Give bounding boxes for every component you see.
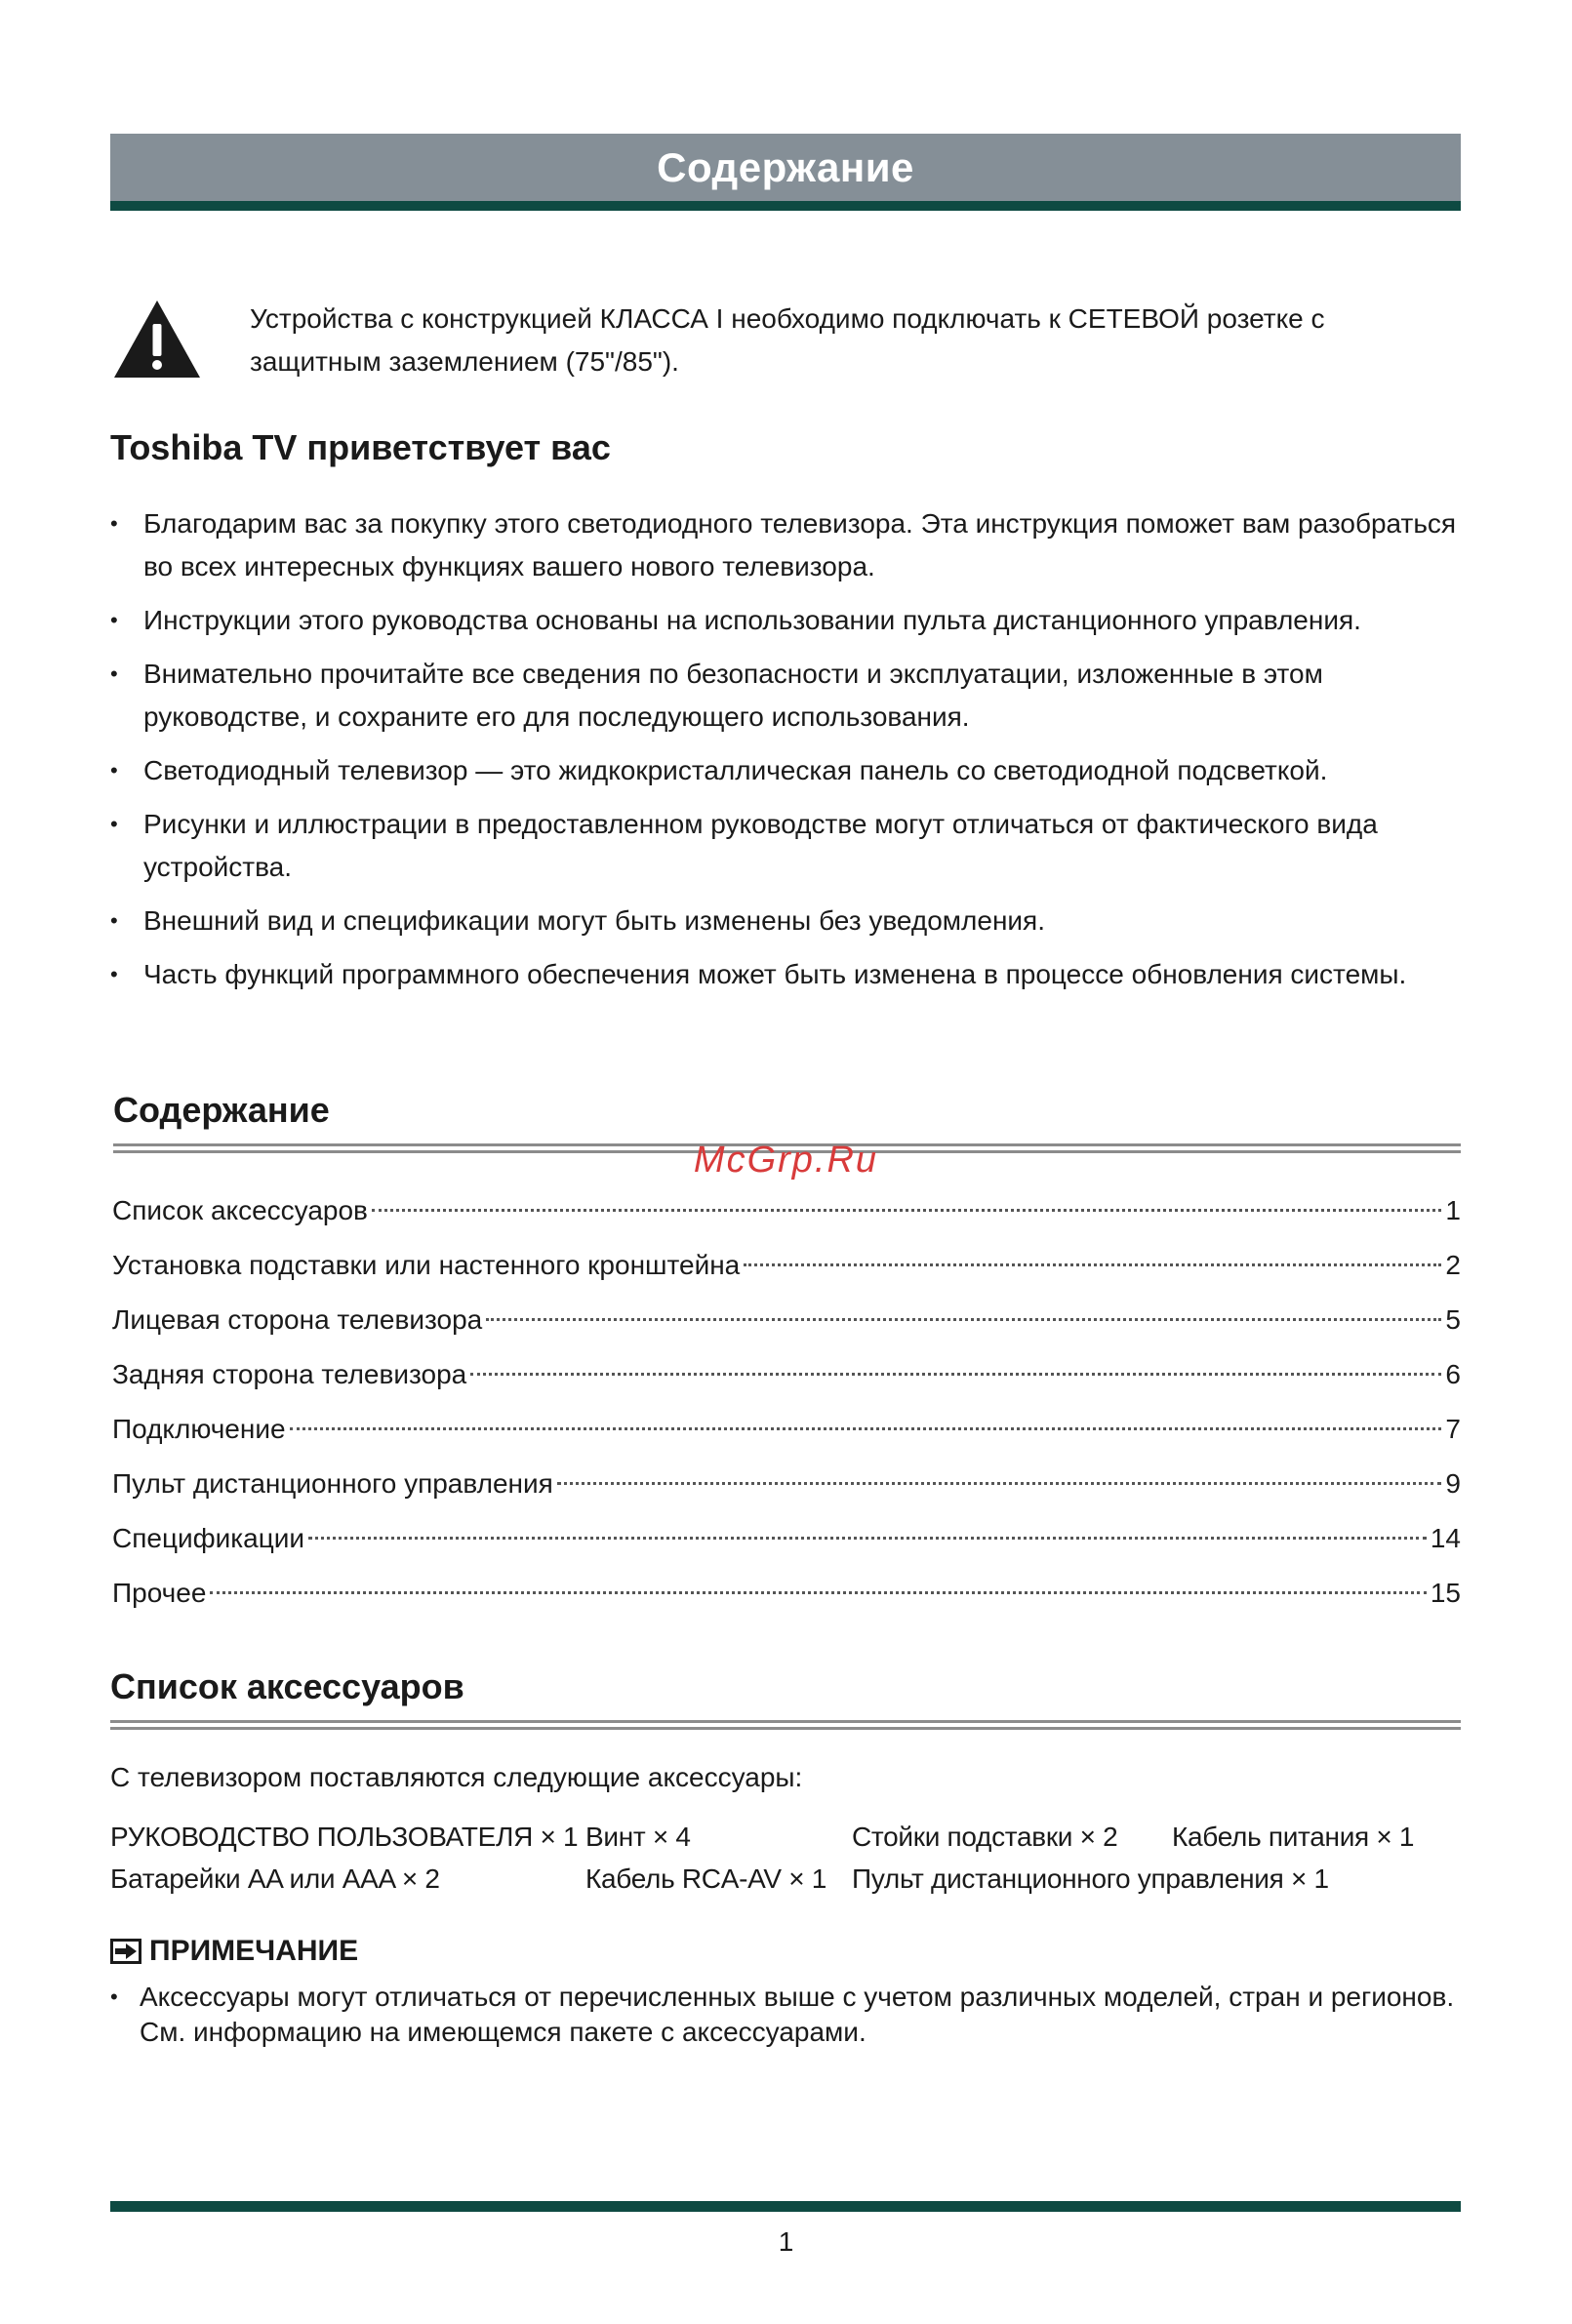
- toc-leader: [744, 1263, 1441, 1266]
- toc-leader: [372, 1209, 1441, 1212]
- page-title: Содержание: [657, 143, 914, 190]
- toc-entry[interactable]: Прочее 15: [112, 1578, 1461, 1608]
- note-label: ПРИМЕЧАНИЕ: [149, 1935, 359, 1967]
- list-item: • Внешний вид и спецификации могут быть изменены без уведомления.: [110, 900, 1467, 942]
- toc-entry[interactable]: Спецификации 14: [112, 1523, 1461, 1553]
- toc-leader: [210, 1591, 1426, 1594]
- toc-leader: [308, 1537, 1427, 1540]
- watermark: McGrp.Ru: [693, 1140, 879, 1181]
- toc-heading: Содержание: [113, 1090, 330, 1130]
- toc-entry[interactable]: Установка подставки или настенного кронштейна 2: [112, 1250, 1461, 1280]
- arrow-right-box-icon: [110, 1939, 141, 1964]
- toc-leader: [290, 1427, 1442, 1430]
- accessory-item: РУКОВОДСТВО ПОЛЬЗОВАТЕЛЯ × 1: [110, 1822, 579, 1852]
- bullet-dot: •: [110, 1984, 118, 2009]
- toc-leader: [486, 1318, 1441, 1321]
- list-item: • Инструкции этого руководства основаны на использовании пульта дистанционного управления.: [110, 599, 1467, 642]
- welcome-heading: Toshiba TV приветствует вас: [110, 427, 611, 467]
- accessory-item: Кабель RCA-AV × 1: [585, 1863, 827, 1894]
- toc-leader: [557, 1482, 1442, 1485]
- toc-leader: [470, 1373, 1441, 1376]
- note-header: [110, 1935, 358, 1968]
- accessories-divider: [110, 1720, 1461, 1730]
- toc-entry[interactable]: Задняя сторона телевизора 6: [112, 1359, 1461, 1389]
- toc-entry[interactable]: Лицевая сторона телевизора 5: [112, 1304, 1461, 1335]
- list-item: • Рисунки и иллюстрации в предоставленном руководстве могут отличаться от фактического вида устройства.: [110, 803, 1467, 889]
- list-item: • Благодарим вас за покупку этого светодиодного телевизора. Эта инструкция поможет вам разобраться во всех интересных функциях вашего нового телевизора.: [110, 502, 1467, 588]
- toc-entry[interactable]: Список аксессуаров 1: [112, 1195, 1461, 1225]
- bullet-dot: •: [110, 908, 118, 933]
- accessory-item: Стойки подставки × 2: [852, 1822, 1118, 1852]
- bullet-dot: •: [110, 758, 118, 782]
- accessory-item: Батарейки AA или AAA × 2: [110, 1863, 440, 1894]
- footer-rule: [110, 2201, 1461, 2212]
- toc-entry[interactable]: Пульт дистанционного управления 9: [112, 1468, 1461, 1499]
- list-item: • Часть функций программного обеспечения может быть изменена в процессе обновления системы.: [110, 953, 1467, 996]
- warning-triangle-icon: [112, 299, 202, 380]
- accessory-item: Винт × 4: [585, 1822, 691, 1852]
- accessory-item: Кабель питания × 1: [1172, 1822, 1415, 1852]
- bullet-dot: •: [110, 962, 118, 986]
- table-of-contents: [112, 1183, 1461, 1621]
- header-bar: [110, 134, 1461, 211]
- page-number: 1: [778, 2226, 794, 2257]
- toc-entry[interactable]: Подключение 7: [112, 1414, 1461, 1444]
- warning-text: Устройства с конструкцией КЛАССА I необходимо подключать к СЕТЕВОЙ розетке с защитным заземлением (75"/85").: [250, 303, 1325, 377]
- bullet-dot: •: [110, 608, 118, 632]
- bullet-dot: •: [110, 812, 118, 836]
- accessories-heading: Список аксессуаров: [110, 1666, 464, 1706]
- bullet-dot: •: [110, 511, 118, 536]
- list-item: • Светодиодный телевизор — это жидкокристаллическая панель со светодиодной подсветкой.: [110, 749, 1467, 792]
- accessory-item: Пульт дистанционного управления × 1: [852, 1863, 1329, 1894]
- welcome-list: [110, 502, 1467, 1007]
- accessories-intro: С телевизором поставляются следующие аксессуары:: [110, 1762, 803, 1792]
- list-item: • Аксессуары могут отличаться от перечисленных выше с учетом различных моделей, стран и регионов. См. информацию на имеющемся пакете с аксессуарами.: [110, 1982, 1455, 2047]
- note-list: [110, 1980, 1467, 2050]
- bullet-dot: •: [110, 661, 118, 686]
- list-item: • Внимательно прочитайте все сведения по безопасности и эксплуатации, изложенные в этом руководстве, и сохраните его для последующего использования.: [110, 653, 1467, 739]
